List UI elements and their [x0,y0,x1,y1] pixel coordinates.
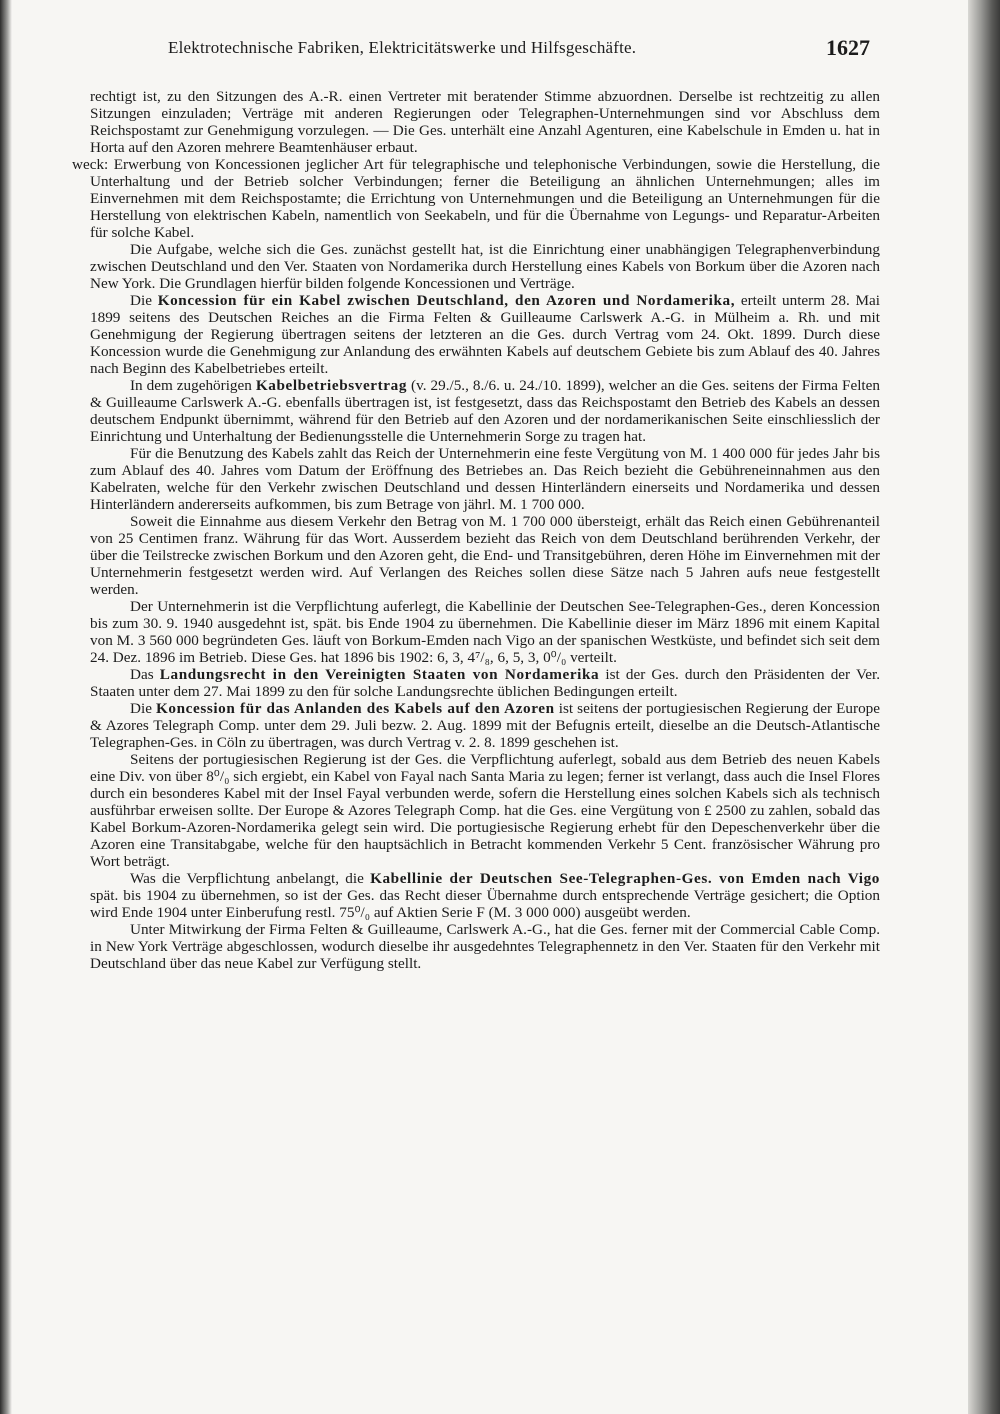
paragraph-landungsrecht: Das Landungsrecht in den Vereinigten Staaten von Nordamerika ist der Ges. durch den Präsidenten der Ver. Staaten unter dem 27. Mai 1899 zu den für solche Landungsrechte üblichen Bedingungen erteilt. [90,666,880,700]
paragraph-zweck [72,156,880,241]
header-title: Elektrotechnische Fabriken, Elektricitätswerke und Hilfsgeschäfte. [168,38,637,57]
book-binding-edge [968,0,1000,1414]
bold-heading: Koncession für ein Kabel zwischen Deutschland, den Azoren und Nordamerika, [157,292,736,309]
paragraph-verguetung: Für die Benutzung des Kabels zahlt das Reich der Unternehmerin eine feste Vergütung von M. 1 400 000 für jedes Jahr bis zum Ablauf des 40. Jahres vom Datum der Eröffnung des Betriebes an. Das Reich bezieht die Gebühreneinnahmen aus den Kabelraten, welche für den Verkehr zwischen Deutschland und dessen Hinterländern einerseits und Nordamerika und dessen Hinterländern andererseits aufkommen, bis zum Betrage von jährl. M. 1 700 000. [90,445,880,513]
paragraph-continuation: rechtigt ist, zu den Sitzungen des A.-R. einen Vertreter mit beratender Stimme abzuordnen. Derselbe ist rechtzeitig zu allen Sitzungen einzuladen; Verträge mit anderen Regierungen oder Telegraphen-Unternehmungen sind vor Abschluss dem Reichspostamt zur Genehmigung vorzulegen. — Die Ges. unterhält eine Anzahl Agenturen, eine Kabelschule in Emden u. hat in Horta auf den Azoren mehrere Beamtenhäuser erbaut. [90,88,880,156]
paragraph-koncession-kabel: Die Koncession für ein Kabel zwischen Deutschland, den Azoren und Nordamerika, erteilt unterm 28. Mai 1899 seitens des Deutschen Reiches an die Firma Felten & Guilleaume Carlswerk A.-G. in Mülheim a. Rh. und mit Genehmigung der Regierung übertragen seitens der letzteren an die Ges. durch Vertrag vom 24. Okt. 1899. Durch diese Koncession wurde die Genehmigung zur Anlandung des erwähnten Kabels auf deutschem Gebiete bis zum Ablauf des 40. Jahres nach Beginn des Kabelbetriebes erteilt. [90,292,880,377]
paragraph-kabellinie-vigo: Was die Verpflichtung anbelangt, die Kabellinie der Deutschen See-Telegraphen-Ges. von Emden nach Vigo spät. bis 1904 zu übernehmen, so ist der Ges. das Recht dieser Übernahme durch entsprechende Verträge gesichert; die Option wird Ende 1904 unter Einberufung restl. 75⁰/₀ auf Aktien Serie F (M. 3 000 000) ausgeübt werden. [90,870,880,921]
bold-heading: Koncession für das Anlanden des Kabels auf den Azoren [155,700,555,717]
bold-heading: Kabelbetriebsvertrag [255,377,408,394]
paragraph-aufgabe: Die Aufgabe, welche sich die Ges. zunächst gestellt hat, ist die Einrichtung einer unabhängigen Telegraphenverbindung zwischen Deutschland und den Ver. Staaten von Nordamerika durch Herstellung eines Kabels von Borkum über die Azoren nach New York. Die Grundlagen hierfür bilden folgende Koncessionen und Verträge. [90,241,880,292]
paragraph-portugiesische-regierung: Seitens der portugiesischen Regierung ist der Ges. die Verpflichtung auferlegt, sobald aus dem Betrieb des neuen Kabels eine Div. von über 8⁰/₀ sich ergiebt, ein Kabel von Fayal nach Santa Maria zu legen; ferner ist verlangt, dass auch die Insel Flores durch ein besonderes Kabel mit der Insel Fayal verbunden werde, sofern die Herstellung eines solchen Kabels sich als technisch ausführbar erweisen sollte. Der Europe & Azores Telegraph Comp. hat die Ges. eine Vergütung von £ 2500 zu zahlen, sobald das Kabel Borkum-Azoren-Nordamerika gelegt sein wird. Die portugiesische Regierung erhebt für den Depeschenverkehr über die Azoren eine Transitabgabe, welche für den hauptsächlich in Betracht kommenden Verkehr 5 Cent. französischer Währung pro Wort beträgt. [90,751,880,870]
zweck-label: weck: [72,156,109,173]
paragraph-koncession-azoren: Die Koncession für das Anlanden des Kabels auf den Azoren ist seitens der portugiesischen Regierung der Europe & Azores Telegraph Comp. unter dem 29. Juli bezw. 2. Aug. 1899 mit der Befugnis erteilt, dieselbe an die Deutsch-Atlantische Telegraphen-Ges. in Cöln zu übertragen, was durch Vertrag v. 2. 8. 1899 geschehen ist. [90,700,880,751]
running-header [160,35,870,62]
bold-heading: Landungsrecht in den Vereinigten Staaten von Nordamerika [159,666,600,683]
paragraph-verpflichtung: Der Unternehmerin ist die Verpflichtung auferlegt, die Kabellinie der Deutschen See-Telegraphen-Ges., deren Koncession bis zum 30. 9. 1940 ausgedehnt ist, spät. bis Ende 1904 zu übernehmen. Die Kabellinie dieser im März 1896 mit einem Kapital von M. 3 560 000 begründeten Ges. läuft von Borkum-Emden nach Vigo an der spanischen Westküste, und befindet sich seit dem 24. Dez. 1896 im Betrieb. Diese Ges. hat 1896 bis 1902: 6, 3, 4⁷/₈, 6, 5, 3, 0⁰/₀ verteilt. [90,598,880,666]
bold-heading: Kabellinie der Deutschen See-Telegraphen-Ges. von Emden nach Vigo [370,870,880,887]
paragraph-kabelbetriebsvertrag: In dem zugehörigen Kabelbetriebsvertrag (v. 29./5., 8./6. u. 24./10. 1899), welcher an die Ges. seitens der Firma Felten & Guilleaume Carlswerk A.-G. ebenfalls übertragen ist, ist festgesetzt, dass das Reichspostamt den Betrieb des Kabels an dessen deutschem Endpunkt übernimmt, während für den Betrieb auf den Azoren und der nordamerikanischen Seite einschliesslich der Einrichtung und Unterhaltung der Bedienungsstelle die Unternehmerin Sorge zu tragen hat. [90,377,880,445]
body-text [72,88,880,972]
page-number: 1627 [826,35,870,60]
paragraph-commercial-cable: Unter Mitwirkung der Firma Felten & Guilleaume, Carlswerk A.-G., hat die Ges. ferner mit der Commercial Cable Comp. in New York Verträge abgeschlossen, wodurch dieselbe ihr ausgedehntes Telegraphennetz in den Ver. Staaten für den Verkehr mit Deutschland über das neue Kabel zur Verfügung stellt. [90,921,880,972]
paragraph-einnahme: Soweit die Einnahme aus diesem Verkehr den Betrag von M. 1 700 000 übersteigt, erhält das Reich einen Gebührenanteil von 25 Centimen franz. Währung für das Wort. Ausserdem bezieht das Reich von dem Deutschland berührenden Verkehr, der über die Teilstrecke zwischen Borkum und den Azoren geht, die End- und Transitgebühren, deren Höhe im Einvernehmen mit der Unternehmerin festgesetzt werden wird. Auf Verlangen des Reiches sollen diese Sätze nach 5 Jahren aufs neue festgestellt werden. [90,513,880,598]
zweck-text: Erwerbung von Koncessionen jeglicher Art für telegraphische und telephonische Verbindungen, sowie die Herstellung, die Unterhaltung und der Betrieb solcher Verbindungen; ferner die Beteiligung an ähnlichen Unternehmungen; alles im Einvernehmen mit dem Reichspostamte; die Errichtung von Unternehmungen und die Beteiligung an Unternehmungen für die Herstellung von elektrischen Kabeln, namentlich von Seekabeln, und für die Übernahme von Legungs- und Reparatur-Arbeiten für solche Kabel. [90,156,880,241]
page-edge-shadow [0,0,12,1414]
